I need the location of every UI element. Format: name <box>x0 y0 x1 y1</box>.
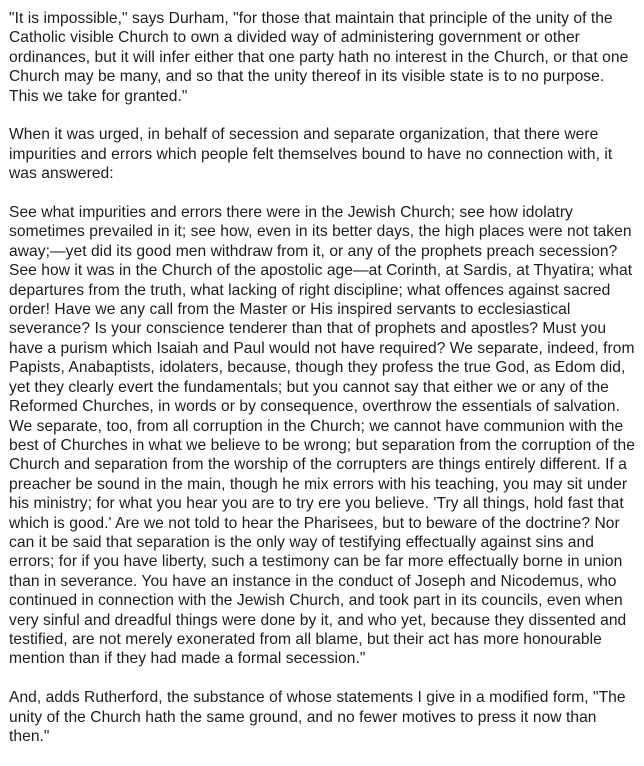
document-body <box>9 9 637 766</box>
paragraph-rutherford: And, adds Rutherford, the substance of whose statements I give in a modified form, "The unity of the Church hath the same ground, and no fewer motives to press it now than then." <box>9 689 626 745</box>
paragraph-durham-quote: "It is impossible," says Durham, "for those that maintain that principle of the unity of the Catholic visible Church to own a divided way of administering government or other ordinances, but it will infer either that one party hath no interest in the Church, or that one Church may be many, and so that the unity thereof in its visible state is to no purpose. This we take for granted." <box>9 10 629 105</box>
paragraph-answer: See what impurities and errors there were in the Jewish Church; see how idolatry sometimes prevailed in it; see how, even in its better days, the high places were not taken away;—yet did its good men withdraw from it, or any of the prophets preach secession? See how it was in the Church of the apostolic age—at Corinth, at Sardis, at Thyatira; what departures from the truth, what lacking of right discipline; what offences against sacred order! Have we any call from the Master or His inspired servants to ecclesiastical severance? Is your conscience tenderer than that of prophets and apostles? Must you have a purism which Isaiah and Paul would not have required? We separate, indeed, from Papists, Anabaptists, idolaters, because, though they profess the true God, as Edom did, yet they clearly evert the fundamentals; but you cannot say that either we or any of the Reformed Churches, in words or by consequence, overthrow the essentials of salvation. We separate, too, from all corruption in the Church; we cannot have communion with the best of Churches in what we believe to be wrong; but separation from the corruption of the Church and separation from the worship of the corrupters are things entirely different. If a preacher be sound in the main, though he mix errors with his teaching, you may sit under his ministry; for what you hear you are to try ere you believe. 'Try all things, hold fast that which is good.' Are we not told to hear the Pharisees, but to beware of the doctrine? Nor can it be said that separation is the only way of testifying effectually against sins and errors; for if you have liberty, such a testimony can be far more effectually borne in union than in severance. You have an instance in the conduct of Joseph and Nicodemus, who continued in connection with the Jewish Church, and took part in its councils, even when very sinful and dreadful things were done by it, and who yet, because they dissented and testified, are not merely exonerated from all blame, but their act has more honourable mention than if they had made a formal secession." <box>9 204 636 668</box>
paragraph-secession-objection: When it was urged, in behalf of secession and separate organization, that there were impurities and errors which people felt themselves bound to have no connection with, it was answered: <box>9 126 613 183</box>
